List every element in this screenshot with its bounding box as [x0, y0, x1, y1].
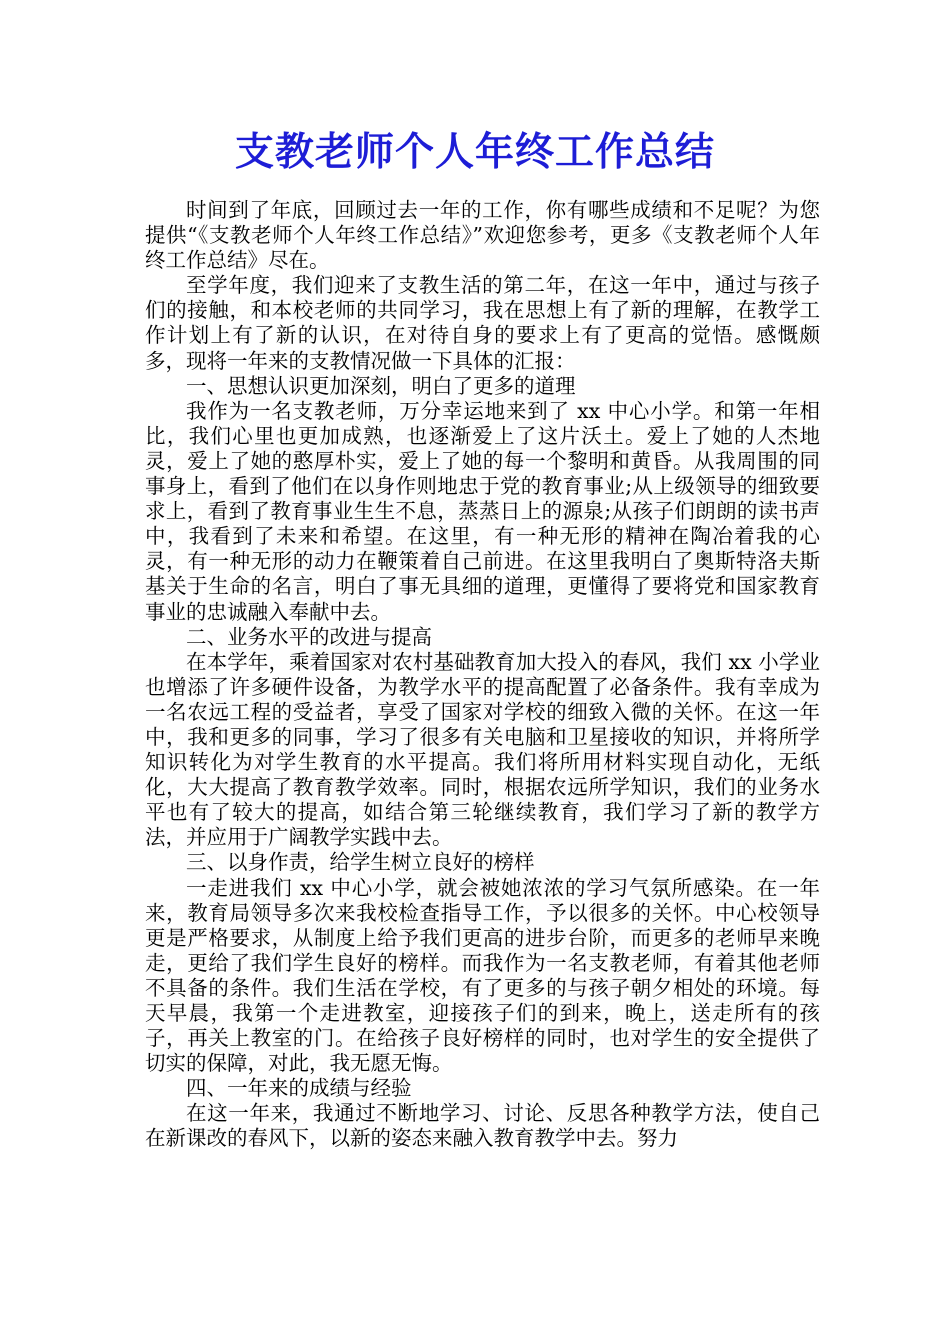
intro-paragraph: 时间到了年底，回顾过去一年的工作，你有哪些成绩和不足呢？为您提供“《支教老师个人年终工作总结》”欢迎您参考，更多《支教老师个人年终工作总结》尽在。 [145, 198, 820, 273]
section-body-1: 我作为一名支教老师，万分幸运地来到了 xx 中心小学。和第一年相比，我们心里也更加成熟，也逐渐爱上了这片沃土。爱上了她的人杰地灵，爱上了她的憨厚朴实，爱上了她的每一个黎明和黄昏。从我周围的同事身上，看到了他们在以身作则地忠于党的教育事业;从上级领导的细致要求上，看到了教育事业生生不息，蒸蒸日上的源泉;从孩子们朗朗的读书声中，我看到了未来和希望。在这里，有一种无形的精神在陶冶着我的心灵，有一种无形的动力在鞭策着自己前进。在这里我明白了奥斯特洛夫斯基关于生命的名言，明白了事无具细的道理，更懂得了要将党和国家教育事业的忠诚融入奉献中去。 [145, 398, 820, 624]
section-heading-3: 三、以身作责，给学生树立良好的榜样 [186, 850, 535, 875]
document-body [145, 198, 820, 1152]
section-body-4: 在这一年来，我通过不断地学习、讨论、反思各种教学方法，使自己在新课改的春风下，以新的姿态来融入教育教学中去。努力 [145, 1101, 820, 1151]
document-title: 支教老师个人年终工作总结 [234, 129, 715, 175]
section-heading-4: 四、一年来的成绩与经验 [186, 1076, 412, 1101]
section-body-2: 在本学年，乘着国家对农村基础教育加大投入的春风，我们 xx 小学业也增添了许多硬件设备，为教学水平的提高配置了必备条件。我有幸成为一名农远工程的受益者，享受了国家对学校的细致入微的关怀。在这一年中，我和更多的同事，学习了很多有关电脑和卫星接收的知识，并将所学知识转化为对学生教育的水平提高。我们将所用材料实现自动化，无纸化，大大提高了教育教学效率。同时，根据农远所学知识，我们的业务水平也有了较大的提高，如结合第三轮继续教育，我们学习了新的教学方法，并应用于广阔教学实践中去。 [145, 649, 820, 850]
section-heading-1: 一、思想认识更加深刻，明白了更多的道理 [186, 373, 576, 398]
section-body-3: 一走进我们 xx 中心小学，就会被她浓浓的学习气氛所感染。在一年来，教育局领导多次来我校检查指导工作，予以很多的关怀。中心校领导更是严格要求，从制度上给予我们更高的进步台阶，而更多的老师早来晚走，更给了我们学生良好的榜样。而我作为一名支教老师，有着其他老师不具备的条件。我们生活在学校，有了更多的与孩子朝夕相处的环境。每天早晨，我第一个走进教室，迎接孩子们的到来，晚上，送走所有的孩子，再关上教室的门。在给孩子良好榜样的同时，也对学生的安全提供了切实的保障，对此，我无愿无悔。 [145, 875, 820, 1076]
section-heading-2: 二、业务水平的改进与提高 [186, 624, 432, 649]
overview-paragraph: 至学年度，我们迎来了支教生活的第二年，在这一年中，通过与孩子们的接触，和本校老师的共同学习，我在思想上有了新的理解，在教学工作计划上有了新的认识，在对待自身的要求上有了更高的觉悟。感慨颇多，现将一年来的支教情况做一下具体的汇报： [145, 273, 820, 373]
